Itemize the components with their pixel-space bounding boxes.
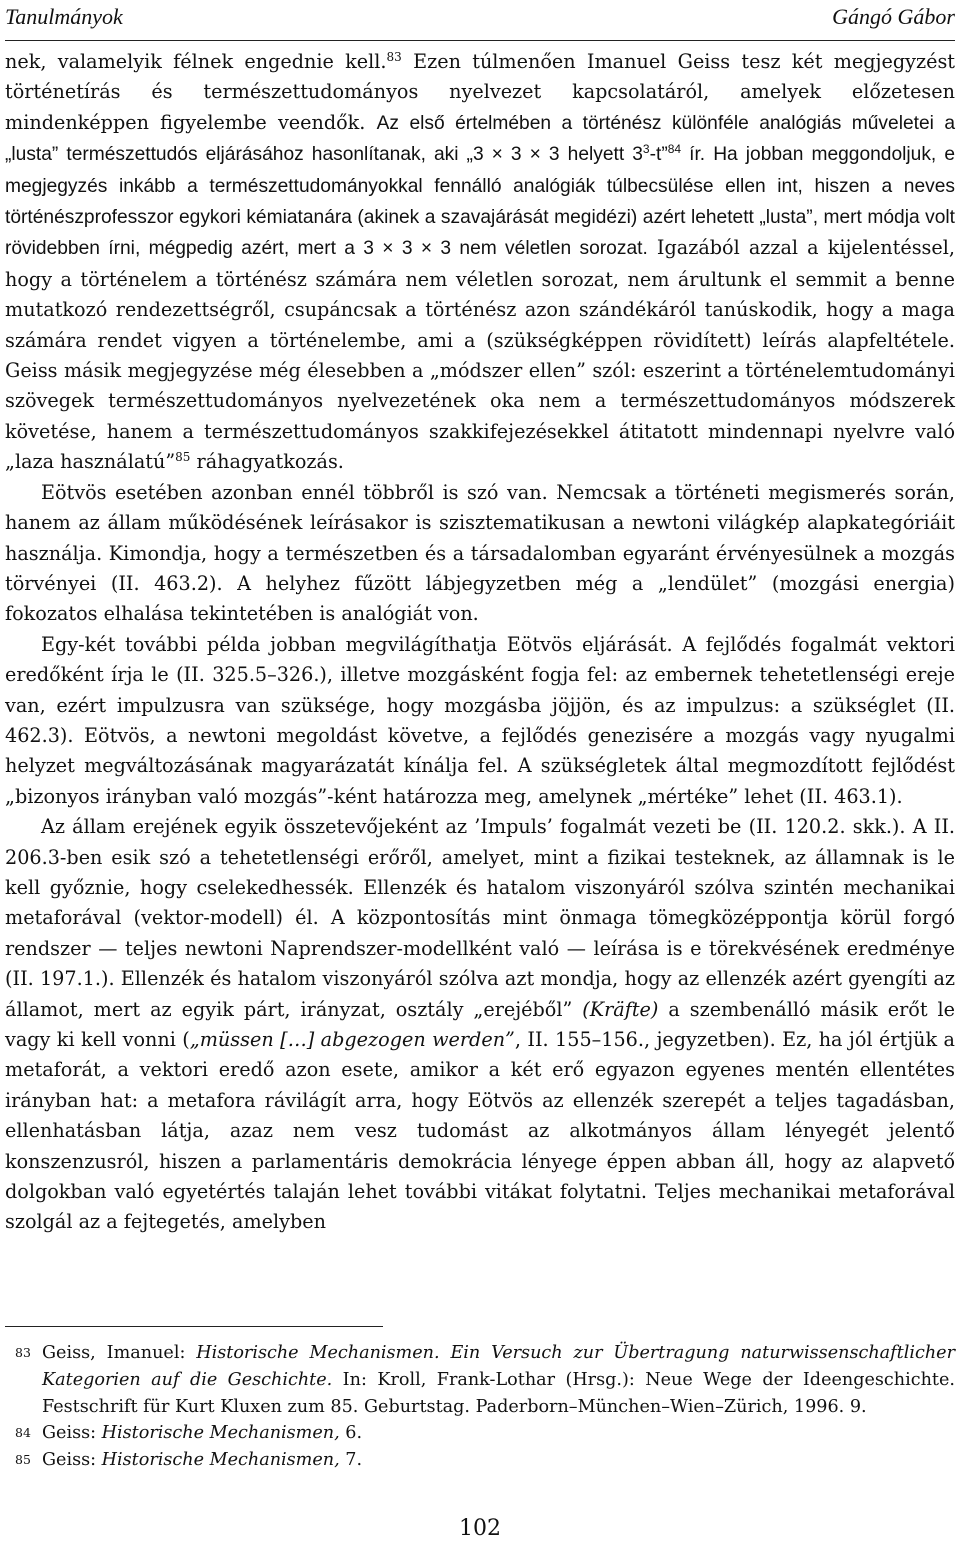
- text-run: 6.: [339, 1423, 363, 1444]
- text-run: Egy-két további példa jobban megvilágíthatja Eötvös eljárását. A fejlődés fogalmát vektori eredőként írja le (II. 325.5–326.), illetve mozgásként fogja fel: az embernek tehetetlenségi ereje van, ezért impulzusra van szüksége, hogy mozgásba jöjjön, és az impulzus: a szükséglet (II. 462.3). Eötvös, a newtoni megoldást követve, a fejlődés genezisére a mozgás vagy nyugalmi helyzet megváltozásának magyarázatát kínálja fel. A szükségletek által megmozdított fejlődést „bizonyos irányban való mozgás”-ként határozza meg, amelynek „mértéke” lehet (II. 463.1).: [5, 632, 955, 808]
- author-name: Gángó Gábor: [832, 4, 955, 29]
- footnotes: [5, 1340, 955, 1474]
- footnote: [5, 1447, 955, 1474]
- paragraph: [5, 812, 955, 1238]
- text-run: Igazából azzal a kijelentéssel, hogy a történelem a történész számára nem véletlen sorozat, nem árultunk el semmit a benne mutatkozó rendezettségről, csupáncsak a történész azon szándékáról tanúskodik, hogy a maga számára rendet vigyen a történelembe, ami a (szükségképpen rövidített) leírás alapfeltétele. Geiss másik megjegyzése még élesebben a „módszer ellen” szól: eszerint a történelemtudományi szövegek természettudományos nyelvezetének oka nem a természettudományos módszerek követése, hanem a természettudományos szakkifejezésekkel átitatott mindennapi nyelvre való „laza használatú”: [5, 236, 955, 474]
- text-run: Historische Mechanismen,: [101, 1450, 340, 1471]
- text-run: nek, valamelyik félnek engednie kell.: [5, 50, 387, 73]
- text-run: a szembenálló másik erőt le vagy ki kell vonni (: [5, 997, 955, 1051]
- text-run: Geiss:: [42, 1450, 102, 1471]
- footnote-number: 83: [15, 1345, 31, 1360]
- footnote-number: 85: [15, 1452, 31, 1468]
- footnote-number: 84: [15, 1425, 31, 1441]
- text-run: Ezen túlmenően Imanuel Geiss tesz két megjegyzést történetírás és természettudományos nyelvezet kapcsolatáról, amelyek előzetesen mindenképpen figyelembe veendők.: [5, 50, 956, 134]
- section-title: Tanulmányok: [5, 4, 123, 29]
- body-text: [5, 47, 955, 1238]
- text-run: -t”: [649, 144, 668, 166]
- paragraph: [5, 630, 955, 812]
- paragraph: [5, 47, 955, 478]
- footnote-ref: 83: [386, 50, 402, 64]
- text-run: Az állam erejének egyik összetevőjeként az ’Impuls’ fogalmát vezeti be (II. 120.2. skk.). A II. 206.3-ben esik szó a tehetetlenségi erőről, amelyet, mint a fizikai testeknek, az államnak is le kell győznie, hogy cselekedhessék. Ellenzék és hatalom viszonyáról szólva szintén mechanikai metaforával (vektor-modell) él. A központosítás mint önmaga tömegközéppontja körül forgó rendszer — teljes newtoni Naprendszer-modellként való — leírása is e törekvésének eredménye (II. 197.1.). Ellenzék és hatalom viszonyáról szólva azt mondja, hogy az ellenzék azért gyengíti az államot, mert az egyik párt, irányzat, osztály „erejéből”: [5, 815, 955, 1021]
- text-run: Geiss, Imanuel:: [42, 1343, 197, 1363]
- text-run: In: Kroll, Frank-Lothar (Hrsg.): Neue Wege der Ideengeschichte. Festschrift für Kurt Kluxen zum 85. Geburtstag. Paderborn–München–Wien–Zürich, 1996. 9.: [42, 1369, 955, 1417]
- running-header: [5, 0, 955, 41]
- text-run: Geiss:: [42, 1423, 102, 1444]
- paragraph: [5, 478, 955, 630]
- text-run: 7.: [339, 1450, 363, 1471]
- text-run: „müssen […] abgezogen werden”: [189, 1028, 515, 1051]
- footnote-ref: 84: [667, 142, 682, 157]
- text-run: ír. Ha jobban meggondoljuk, e megjegyzés inkább a természettudományokkal fennálló analógiák túlbecsülése ellen int, hiszen a neves történészprofesszor egykori kémiatanára (akinek a szavajárását megidézi) azért lehetett „lusta”, mert módja volt rövidebben írni, mégpedig azért, mert a 3 × 3 × 3 nem véletlen sorozat.: [5, 144, 955, 260]
- text-run: (Kräfte): [582, 997, 659, 1021]
- footnote-separator: [5, 1326, 383, 1327]
- text-run: Historische Mechanismen,: [101, 1423, 340, 1444]
- footnote: [5, 1420, 955, 1447]
- text-run: , II. 155–156., jegyzetben). Ez, ha jól értjük a metaforát, a vektori eredő azon esete, amikor a két erő egyazon egyenes mentén ellentétes irányban hat: a metafora rávilágít arra, hogy Eötvös az ellenzék szerepét a teljes tagadásban, ellenhatásban látja, azaz nem vesz tudomást az alkotmányos állam lényegét jelentő konszenzusról, hiszen a parlamentáris demokrácia lényege éppen abban áll, hogy az alapvető dolgokban való egyetértés talaján lehet további vitákat folytatni. Teljes mechanikai metaforával szolgál az a fejtegetés, amelyben: [5, 1028, 955, 1234]
- text-run: Historische Mechanismen. Ein Versuch zur Übertragung naturwissenschaftlicher Kategorien auf die Geschichte.: [42, 1343, 955, 1390]
- text-run: Az első értelmében a történész különféle analógiás műveletei a „lusta” természettudós eljárásához hasonlítanak, aki „3 × 3 × 3 helyett 3: [5, 112, 956, 166]
- text-run: Eötvös esetében azonban ennél többről is szó van. Nemcsak a történeti megismerés során, hanem az állam működésének leírásakor is szisztematikusan a newtoni világkép alapkategóriáit használja. Kimondja, hogy a természetben és a társadalomban egyaránt érvényesülnek a mozgás törvényei (II. 463.2). A helyhez fűzött lábjegyzetben még a „lendület” (mozgási energia) fokozatos elhalása tekintetében is analógiát von.: [5, 480, 955, 626]
- footnote-ref: 3: [642, 142, 650, 157]
- footnote: [5, 1340, 955, 1420]
- text-run: ráhagyatkozás.: [190, 450, 344, 474]
- page-number: 102: [459, 1516, 501, 1541]
- footnote-ref: 85: [175, 450, 191, 465]
